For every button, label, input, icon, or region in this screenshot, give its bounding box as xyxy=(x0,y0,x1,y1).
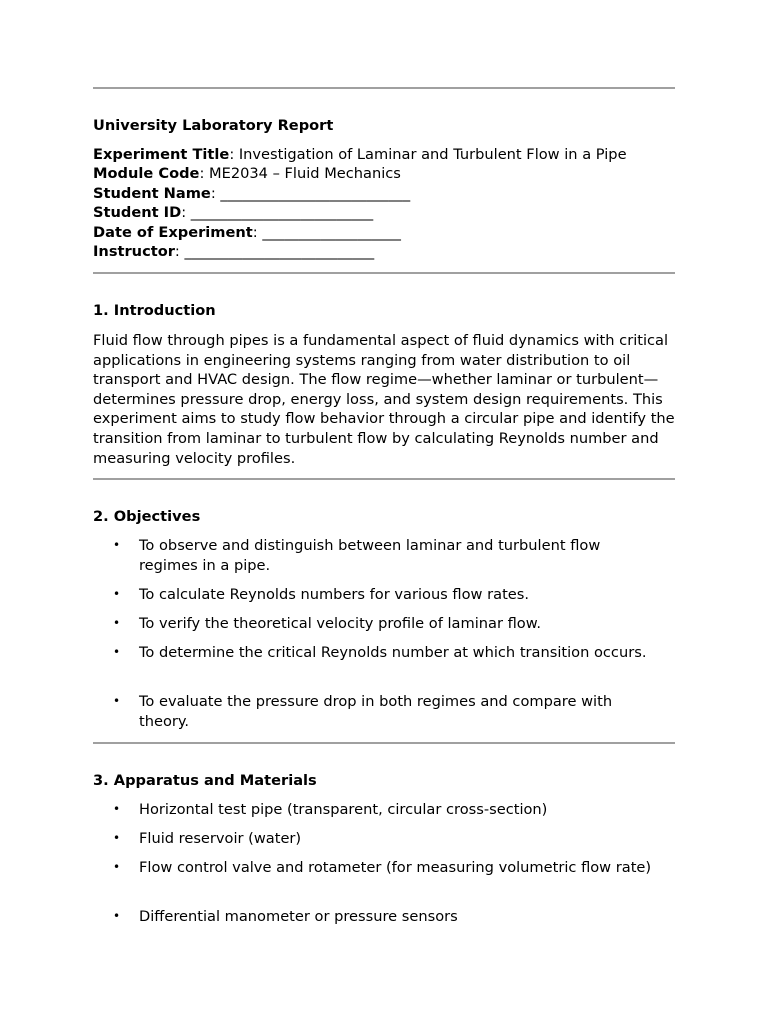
section-heading-introduction: 1. Introduction xyxy=(93,302,216,319)
field-value: : Investigation of Laminar and Turbulent Flow in a Pipe xyxy=(229,146,627,163)
divider xyxy=(93,87,675,89)
field-label: Instructor xyxy=(93,243,175,260)
list-item-text: Fluid reservoir (water) xyxy=(139,830,302,847)
field-student-name xyxy=(93,184,410,204)
field-module-code xyxy=(93,164,401,184)
report-title: University Laboratory Report xyxy=(93,117,334,134)
field-instructor xyxy=(93,242,374,262)
field-label: Experiment Title xyxy=(93,146,230,163)
field-label: Student ID xyxy=(93,204,182,221)
introduction-paragraph: Fluid flow through pipes is a fundamental aspect of fluid dynamics with critical applications in engineering systems ranging from water distribution to oil transport and HVAC design. The flow regime—whether laminar or turbulent—determines pressure drop, energy loss, and system design requirements. This experiment aims to study flow behavior through a circular pipe and identify the transition from laminar to turbulent flow by calculating Reynolds number and measuring velocity profiles. xyxy=(93,332,675,467)
field-date-of-experiment xyxy=(93,223,401,243)
field-value: : __________________________ xyxy=(174,243,375,260)
list-item-text: To determine the critical Reynolds number at which transition occurs. xyxy=(139,644,647,661)
list-item-text: To verify the theoretical velocity profile of laminar flow. xyxy=(139,615,541,632)
list-item-text: Horizontal test pipe (transparent, circular cross-section) xyxy=(139,801,548,818)
field-value: : _________________________ xyxy=(181,204,374,221)
divider xyxy=(93,272,675,274)
field-label: Student Name xyxy=(93,185,211,202)
field-value: : ___________________ xyxy=(252,224,401,241)
field-student-id xyxy=(93,203,373,223)
section-heading-apparatus: 3. Apparatus and Materials xyxy=(93,772,317,789)
field-value: : __________________________ xyxy=(210,185,411,202)
field-experiment-title xyxy=(93,145,627,165)
list-item-text: To calculate Reynolds numbers for various flow rates. xyxy=(139,586,530,603)
field-label: Date of Experiment xyxy=(93,224,253,241)
list-item-text: Flow control valve and rotameter (for measuring volumetric flow rate) xyxy=(139,859,652,876)
list-item-text: To observe and distinguish between laminar and turbulent flow regimes in a pipe. xyxy=(139,537,601,574)
divider xyxy=(93,742,675,744)
section-heading-objectives: 2. Objectives xyxy=(93,508,201,525)
divider xyxy=(93,478,675,480)
list-item-text: Differential manometer or pressure sensors xyxy=(139,908,458,925)
field-label: Module Code xyxy=(93,165,200,182)
field-value: : ME2034 – Fluid Mechanics xyxy=(199,165,401,182)
list-item-text: To evaluate the pressure drop in both regimes and compare with theory. xyxy=(139,693,613,730)
